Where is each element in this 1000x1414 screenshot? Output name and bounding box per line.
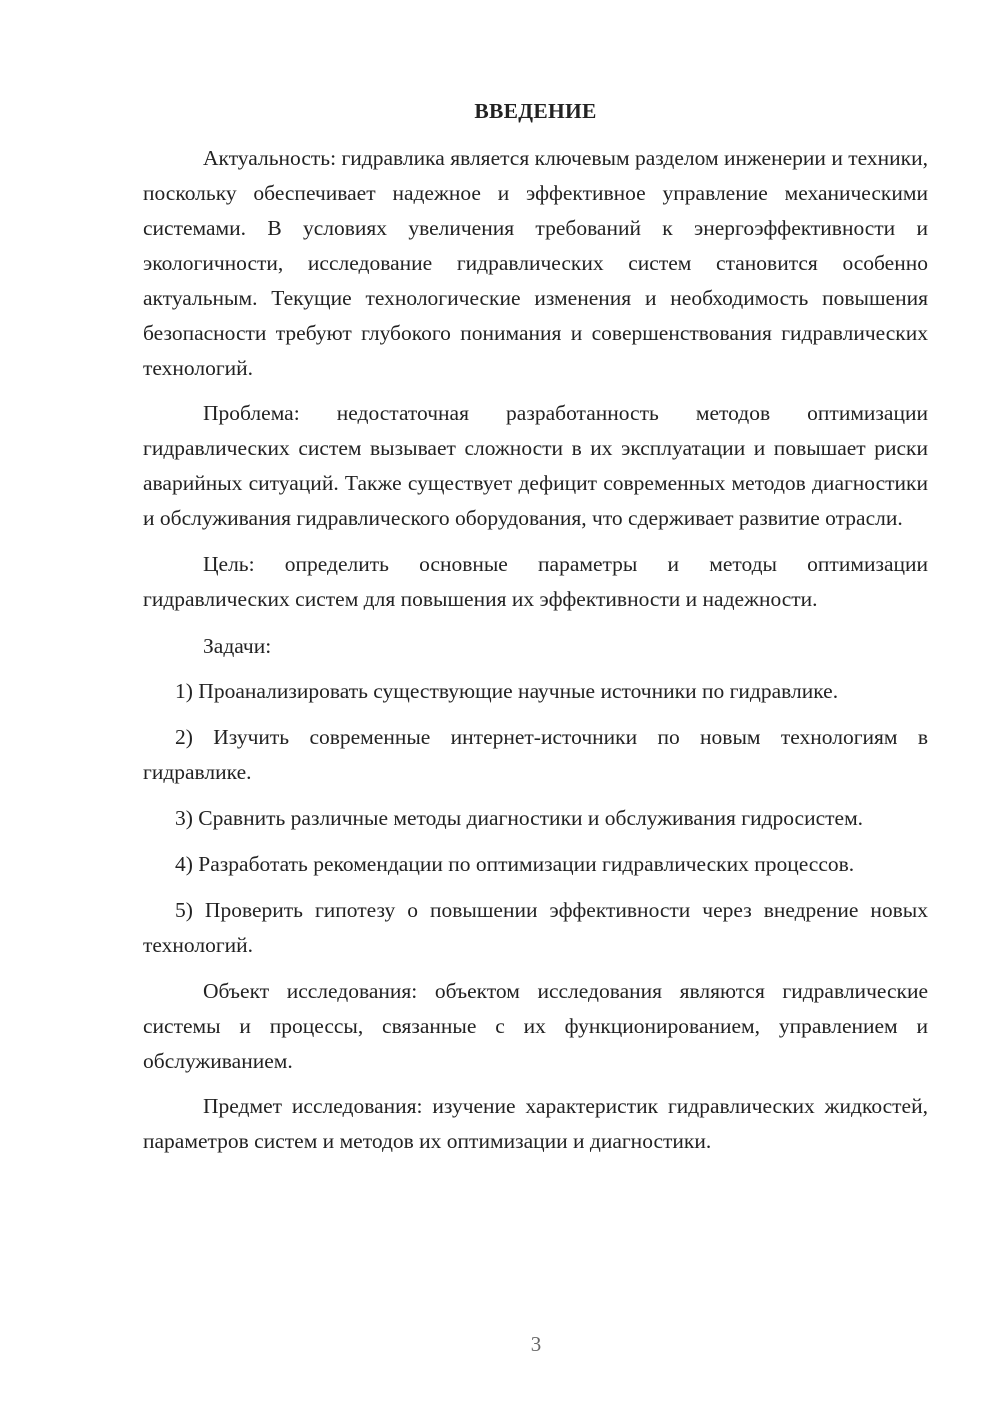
task-text: Проверить гипотезу о повышении эффективности через внедрение новых технологий. <box>143 898 928 957</box>
task-text: Изучить современные интернет-источники по новым технологиям в гидравлике. <box>143 725 929 784</box>
task-number: 2) <box>175 725 193 749</box>
task-number: 4) <box>175 852 193 876</box>
goal-paragraph: Цель: определить основные параметры и методы оптимизации гидравлических систем для повышения их эффективности и надежности. <box>143 552 928 611</box>
section-title: ВВЕДЕНИЕ <box>474 99 597 123</box>
task-item <box>143 720 928 790</box>
object-paragraph: Объект исследования: объектом исследования являются гидравлические системы и процессы, связанные с их функционированием, управлением и обслуживанием. <box>143 979 928 1073</box>
document-page <box>143 94 928 1169</box>
task-text: Сравнить различные методы диагностики и обслуживания гидросистем. <box>198 806 864 830</box>
task-item <box>143 893 928 963</box>
tasks-heading: Задачи: <box>203 634 272 658</box>
page-number: 3 <box>530 1332 542 1356</box>
task-item <box>143 847 928 882</box>
task-number: 1) <box>175 679 193 703</box>
task-item <box>143 674 928 709</box>
problem-paragraph: Проблема: недостаточная разработанность методов оптимизации гидравлических систем вызывает сложности в их эксплуатации и повышает риски аварийных ситуаций. Также существует дефицит современных методов диагностики и обслуживания гидравлического оборудования, что сдерживает развитие отрасли. <box>143 401 928 530</box>
task-text: Разработать рекомендации по оптимизации гидравлических процессов. <box>198 852 855 876</box>
subject-paragraph: Предмет исследования: изучение характеристик гидравлических жидкостей, параметров систем и методов их оптимизации и диагностики. <box>143 1094 928 1153</box>
task-number: 5) <box>175 898 193 922</box>
tasks-list <box>143 674 928 963</box>
task-item <box>143 801 928 836</box>
task-text: Проанализировать существующие научные источники по гидравлике. <box>198 679 839 703</box>
relevance-paragraph: Актуальность: гидравлика является ключевым разделом инженерии и техники, поскольку обеспечивает надежное и эффективное управление механическими системами. В условиях увеличения требований к энергоэффективности и экологичности, исследование гидравлических систем становится особенно актуальным. Текущие технологические изменения и необходимость повышения безопасности требуют глубокого понимания и совершенствования гидравлических технологий. <box>143 146 928 380</box>
task-number: 3) <box>175 806 193 830</box>
